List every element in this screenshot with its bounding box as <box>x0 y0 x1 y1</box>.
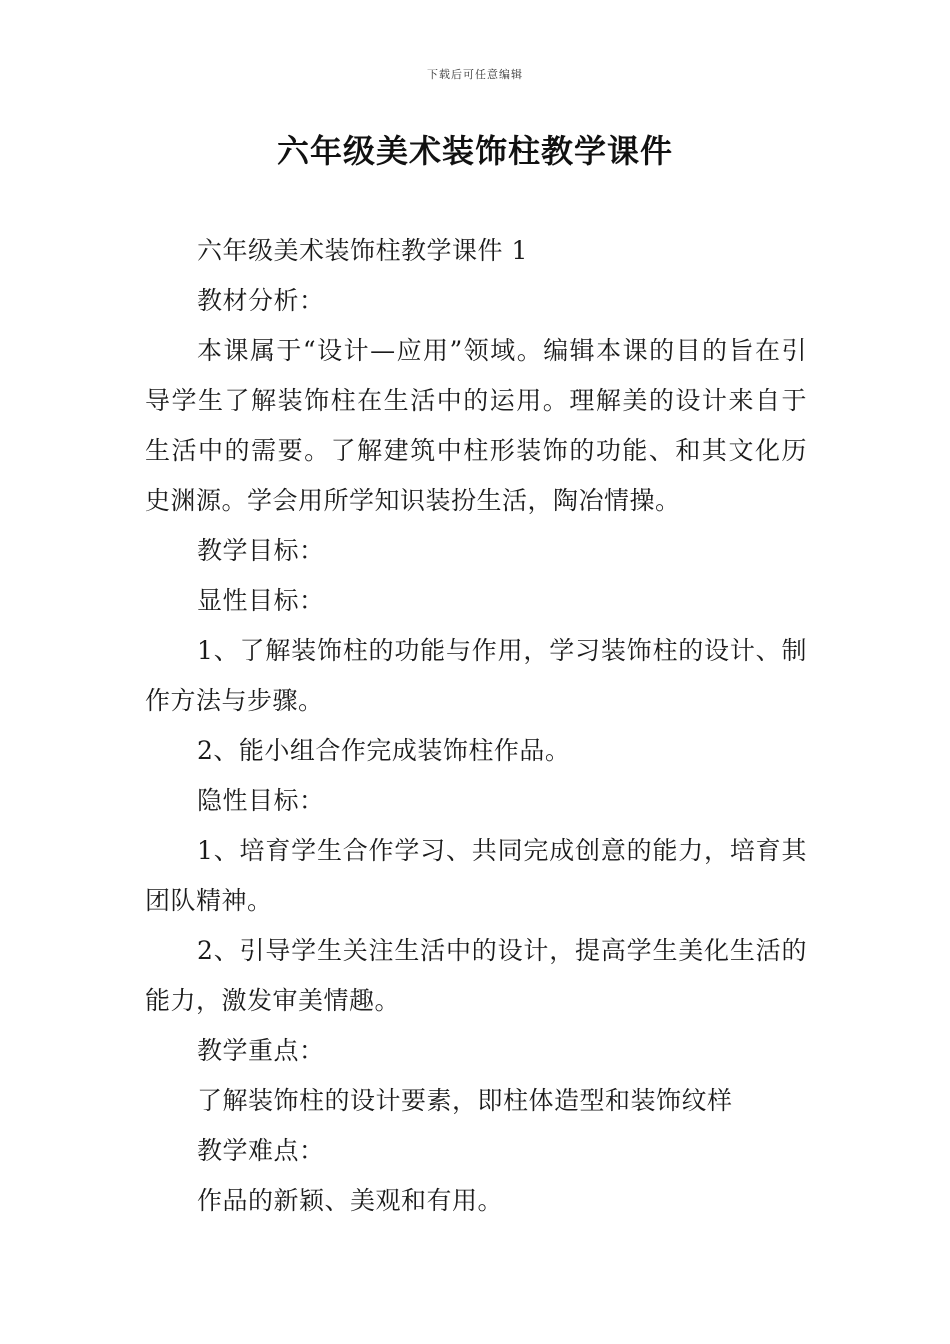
section-heading: 六年级美术装饰柱教学课件 1 <box>197 236 528 265</box>
label-explicit-goals: 显性目标： <box>197 586 325 615</box>
label-teaching-goals: 教学目标： <box>197 536 325 565</box>
implicit-goal-1: 1、培育学生合作学习、共同完成创意的能力，培育其团队精神。 <box>145 836 807 915</box>
label-material-analysis: 教材分析： <box>197 286 325 315</box>
label-implicit-goals: 隐性目标： <box>197 786 325 815</box>
explicit-goal-2: 2、能小组合作完成装饰柱作品。 <box>197 736 571 765</box>
header-note: 下载后可任意编辑 <box>427 68 523 81</box>
label-difficulties: 教学难点： <box>197 1136 325 1165</box>
key-points-text: 了解装饰柱的设计要素，即柱体造型和装饰纹样 <box>197 1086 733 1115</box>
implicit-goal-2: 2、引导学生关注生活中的设计，提高学生美化生活的能力，激发审美情趣。 <box>145 936 807 1015</box>
explicit-goal-1: 1、了解装饰柱的功能与作用，学习装饰柱的设计、制作方法与步骤。 <box>145 636 807 715</box>
paragraph-material-analysis: 本课属于“设计—应用”领域。编辑本课的目的旨在引导学生了解装饰柱在生活中的运用。理解美的设计来自于生活中的需要。了解建筑中柱形装饰的功能、和其文化历史渊源。学会用所学知识装扮生活，陶冶情操。 <box>145 336 807 515</box>
label-key-points: 教学重点： <box>197 1036 325 1065</box>
difficulties-text: 作品的新颖、美观和有用。 <box>197 1186 504 1215</box>
document-body <box>145 226 807 1226</box>
document-title: 六年级美术装饰柱教学课件 <box>276 132 673 170</box>
